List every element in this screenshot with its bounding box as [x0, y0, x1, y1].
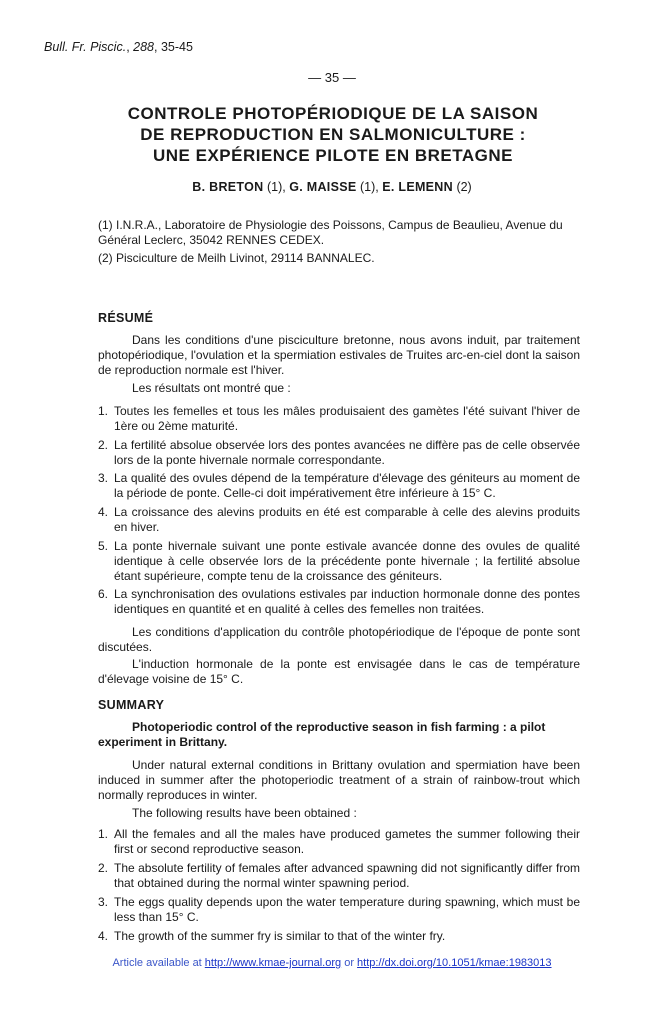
journal-link[interactable]: http://www.kmae-journal.org: [204, 957, 342, 969]
journal-name: Bull. Fr. Piscic.: [44, 40, 127, 54]
item-number: 1.: [98, 827, 109, 841]
affiliation-2: (2) Pisciculture de Meilh Livinot, 29114 BANNALEC.: [98, 251, 375, 265]
journal-citation: Bull. Fr. Piscic., 288, 35-45: [44, 40, 193, 54]
item-text: Toutes les femelles et tous les mâles produisaient des gamètes l'été suivant l'hiver de 1ère ou 2ème maturité.: [114, 404, 580, 433]
item-number: 2.: [98, 861, 109, 875]
author-affil-ref: (1),: [356, 180, 383, 194]
resume-results-intro: Les résultats ont montré que :: [132, 381, 291, 395]
item-number: 5.: [98, 539, 109, 553]
item-number: 3.: [98, 895, 109, 909]
title-line-3: UNE EXPÉRIENCE PILOTE EN BRETAGNE: [152, 146, 513, 165]
summary-list-item: [98, 827, 580, 857]
author-affil-ref: (2): [452, 180, 472, 194]
resume-list-item: [98, 539, 580, 584]
author-name: G. MAISSE: [289, 180, 357, 194]
title-line-1: CONTROLE PHOTOPÉRIODIQUE DE LA SAISON: [127, 104, 539, 123]
item-text: La qualité des ovules dépend de la température d'élevage des géniteurs au moment de la période de ponte. Celle-ci doit impérativement être inférieure à 15° C.: [114, 471, 580, 500]
item-text: La croissance des alevins produits en été est comparable à celle des alevins produits en hiver.: [114, 505, 580, 534]
item-text: The growth of the summer fry is similar to that of the winter fry.: [114, 929, 446, 943]
summary-list-item: [98, 861, 580, 891]
item-text: La fertilité absolue observée lors des pontes avancées ne diffère pas de celle observée lors de la ponte hivernale normale correspondante.: [114, 438, 580, 467]
author-name: B. BRETON: [192, 180, 264, 194]
resume-heading: RÉSUMÉ: [98, 311, 154, 325]
title-line-2: DE REPRODUCTION EN SALMONICULTURE :: [140, 125, 526, 144]
doi-link[interactable]: http://dx.doi.org/10.1051/kmae:1983013: [357, 957, 552, 969]
item-number: 3.: [98, 471, 109, 485]
item-number: 2.: [98, 438, 109, 452]
resume-list-item: [98, 471, 580, 501]
page-number: — 35 —: [308, 70, 356, 85]
resume-list-item: [98, 587, 580, 617]
footer-prefix: Article available at: [112, 957, 205, 969]
item-text: All the females and all the males have produced gametes the summer following their first or second reproductive season.: [114, 827, 580, 856]
summary-heading: SUMMARY: [98, 698, 165, 712]
article-availability-footer: [0, 957, 664, 969]
summary-list-item: [98, 929, 580, 944]
article-title: [60, 103, 606, 166]
resume-list-item: [98, 505, 580, 535]
resume-list-item: [98, 438, 580, 468]
author-list: [0, 180, 664, 194]
item-text: The eggs quality depends upon the water temperature during spawning, which must be less than 15° C.: [114, 895, 580, 924]
resume-closing-1: Les conditions d'application du contrôle photopériodique de l'époque de ponte sont discutées.: [98, 625, 580, 654]
item-text: The absolute fertility of females after advanced spawning did not significantly differ from that obtained during the normal winter spawning period.: [114, 861, 580, 890]
summary-subtitle: Photoperiodic control of the reproductive season in fish farming : a pilot experiment in Brittany.: [98, 720, 546, 749]
footer-middle: or: [341, 957, 358, 969]
summary-list-item: [98, 895, 580, 925]
journal-volume: 288: [133, 40, 154, 54]
summary-results-intro: The following results have been obtained :: [132, 806, 357, 820]
summary-intro-paragraph: Under natural external conditions in Brittany ovulation and spermiation have been induced in summer after the photoperiodic treatment of a strain of rainbow-trout which normally reproduces in winter.: [98, 758, 580, 802]
item-text: La ponte hivernale suivant une ponte estivale avancée donne des ovules de qualité identique à celle observée lors de la précédente ponte hivernale ; la fertilité absolue étant supérieure, compte tenu de la croissance des géniteurs.: [114, 539, 580, 583]
item-number: 4.: [98, 929, 109, 943]
item-number: 6.: [98, 587, 109, 601]
item-text: La synchronisation des ovulations estivales par induction hormonale donne des pontes identiques en quantité et en qualité à celles des femelles non traitées.: [114, 587, 580, 616]
resume-closing-2: L'induction hormonale de la ponte est envisagée dans le cas de température d'élevage voisine de 15° C.: [98, 657, 580, 686]
resume-intro-paragraph: Dans les conditions d'une pisciculture bretonne, nous avons induit, par traitement photopériodique, l'ovulation et la spermiation estivales de Truites arc-en-ciel dont la saison de reproduction normale est l'hiver.: [98, 333, 580, 377]
item-number: 4.: [98, 505, 109, 519]
author-affil-ref: (1),: [263, 180, 290, 194]
journal-pages: , 35-45: [154, 40, 193, 54]
resume-list-item: [98, 404, 580, 434]
item-number: 1.: [98, 404, 109, 418]
affiliation-1: (1) I.N.R.A., Laboratoire de Physiologie des Poissons, Campus de Beaulieu, Avenue du Général Leclerc, 35042 RENNES CEDEX.: [98, 218, 563, 247]
author-name: E. LEMENN: [382, 180, 453, 194]
